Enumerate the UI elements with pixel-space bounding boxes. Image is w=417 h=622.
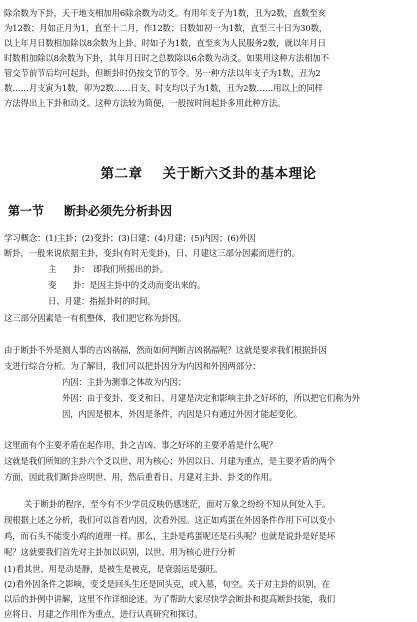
top-paragraph-line: 数……月支寅为1数，卯为2数……日支、时支均以子为1数，丑为2数……用以上的同样 bbox=[4, 83, 323, 93]
concept-summary: 这三部分因素是一有机整体，我们把它称为卦因。 bbox=[4, 313, 187, 323]
section-title bbox=[8, 202, 172, 219]
section-heading: 断卦必须先分析卦因 bbox=[64, 204, 173, 218]
list-item-continued: 应将日、月建之作用作为重点，进行认真研究和探讨。 bbox=[4, 609, 203, 619]
contradiction-paragraph-line: 这就是我们所知的主卦六个爻以世、用为核心；外因以日、月建为重点，是主要矛盾的两个 bbox=[4, 456, 335, 466]
top-paragraph-line: 方法得出上下卦和动爻。这种方法较为简便，一般按时间起卦多用此种方法。 bbox=[4, 98, 286, 108]
top-paragraph-line: 以上年月日数相加除以8余数为上卦。时如子为1数，直至亥为人民服务2数，就以年月日 bbox=[4, 38, 326, 48]
section-number: 第一节 bbox=[8, 204, 45, 218]
chapter-title bbox=[0, 162, 417, 182]
outer-cause-line: 因，内因是根本，外因是条件，内因是只有通过外因才能起变化。 bbox=[62, 409, 302, 419]
concept-list-line: 学习概念：(1)主卦；(2)变卦；(3)日建；(4)月建；(5)内因；(6)外因 bbox=[4, 233, 256, 243]
top-paragraph-line: 管交节前节后均可起卦，但断卦时仍按交节的节令。另一种方法以年支子为1数，丑为2 bbox=[4, 68, 321, 78]
definition-main-hexagram: 主 卦： 即我们所摇出的卦。 bbox=[48, 264, 168, 274]
definition-changed-hexagram: 变 卦：是因主卦中的爻动而变出来的。 bbox=[48, 280, 206, 290]
causes-paragraph-line: 支进行综合分析。为了解目，我们可以把卦因分为内因和外因两部分： bbox=[4, 361, 261, 371]
concept-intro-line: 断卦，一般来说依据主卦，变卦(有时无变卦)，日、月建这三部分因素而进行的。 bbox=[4, 248, 300, 258]
outer-cause-line: 外因：由于变卦、变爻和日、月建是决定和影响主卦之好坏的，所以把它们称为外 bbox=[62, 393, 360, 403]
list-item: (2)看外因条件之影响，变爻是回头生还是回头克，或入墓，旬空。关于对主卦的识别，在 bbox=[4, 579, 331, 589]
program-paragraph-line: 关于断卦的程序，至今有不少学员反映仍感迷茫，面对万象之纷纷不知从何处入手。 bbox=[24, 499, 331, 509]
chapter-heading: 关于断六爻卦的基本理论 bbox=[162, 166, 317, 182]
top-paragraph-line: 为12数；月如正月为1，直至十二月，作12数；日数如初一为1数，直至三十日为30数， bbox=[4, 23, 328, 33]
list-item: (1)看其世、用是动是静，是被生是被克，是衰弱运是强旺。 bbox=[4, 564, 223, 574]
program-paragraph-line: 呢？这就要我们首先对主卦加以识别，以世、用为核心进行分析 bbox=[4, 547, 236, 557]
contradiction-paragraph-line: 方面，因此我们断卦应明世、用，然后重看日、月建对主卦、卦爻的作用。 bbox=[4, 472, 278, 482]
top-paragraph-line: 除余数为下卦，天干地支相加用6除余数为动爻。有用年支子为1数，丑为2数，直数至亥 bbox=[4, 8, 326, 18]
definition-day-month: 日、月建：指摇卦时的时间。 bbox=[48, 296, 156, 306]
program-paragraph-line: 现根据上述之分析，我们可以首看内因，次看外因。这正如鸡蛋在外因条件作用下可以变小 bbox=[4, 515, 335, 525]
program-paragraph-line: 鸡，而石头不能变小鸡的道理一样。那么，主卦是鸡蛋呢还是石头呢？也就是说卦是好是坏 bbox=[4, 531, 335, 541]
causes-paragraph-line: 由于断卦不外是测人事的吉凶祸福，然而如何判断吉凶祸福呢？这就是要求我们根据卦因 bbox=[4, 345, 327, 355]
list-item-continued: 以后的卦例中讲解，这里不作详细论述。为了帮助大家尽快学会断卦和提高断卦技能，我们 bbox=[4, 594, 335, 604]
inner-cause-line: 内因：主卦为测事之体故为内因； bbox=[62, 377, 187, 387]
contradiction-paragraph-line: 这里面有个主要矛盾在起作用，卦之吉凶、事之好坏的主要矛盾是什么呢？ bbox=[4, 440, 278, 450]
chapter-number: 第二章 bbox=[100, 166, 143, 182]
top-paragraph-line: 时数相加除以8余数为下卦，其年月日时之总数除以6余数为动爻。如果用这种方法相加不 bbox=[4, 53, 329, 63]
